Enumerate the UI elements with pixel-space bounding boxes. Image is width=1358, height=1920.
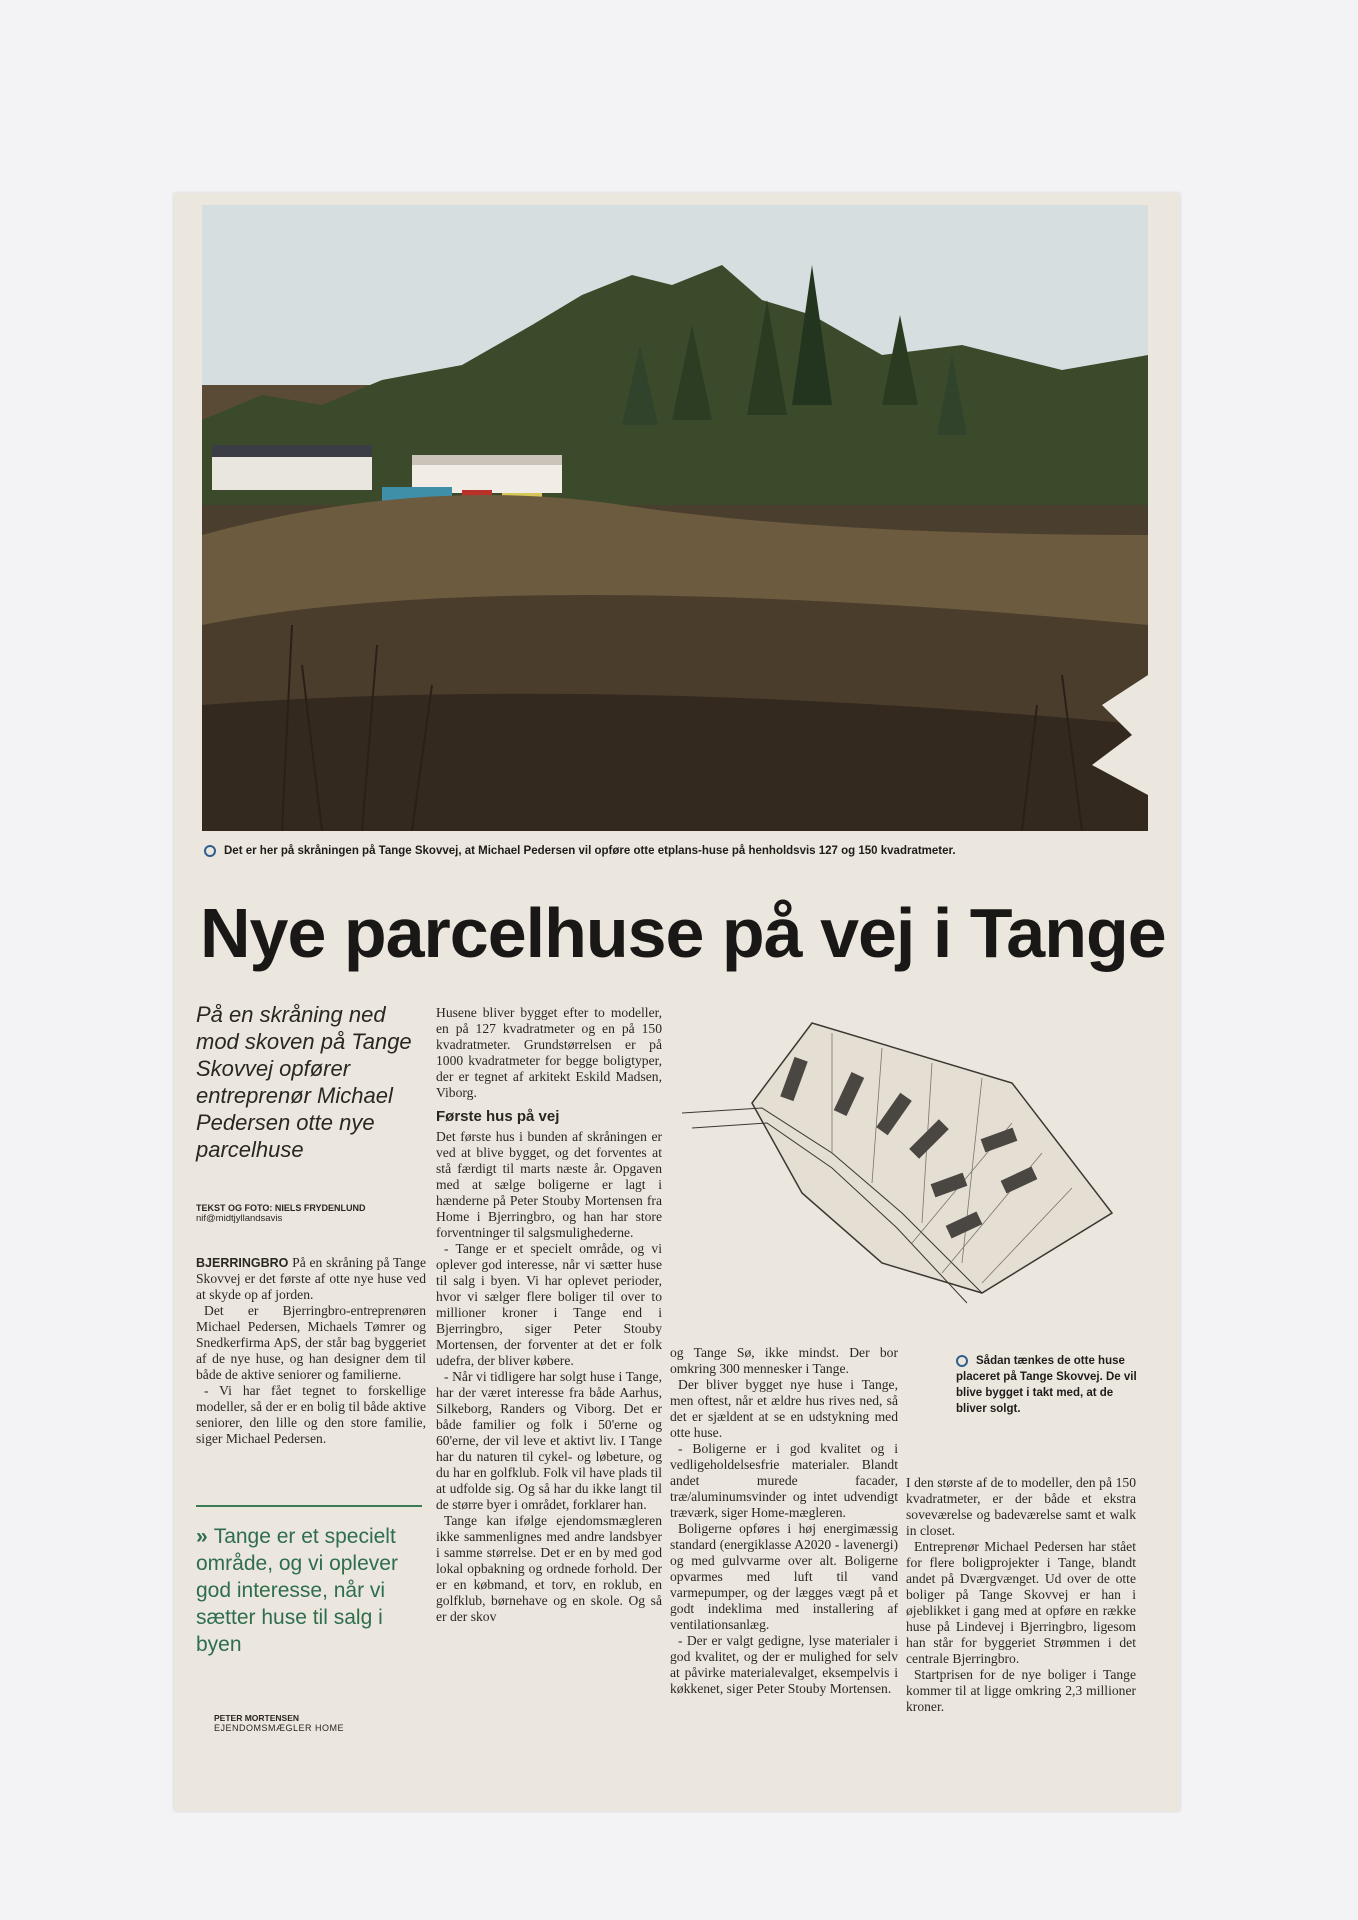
column-3 xyxy=(670,1345,898,1697)
column-4 xyxy=(906,1475,1136,1715)
landscape-photo xyxy=(202,205,1148,831)
col3-paragraph-1: og Tange Sø, ikke mindst. Der bor omkring 300 mennesker i Tange. xyxy=(670,1345,898,1376)
quote-divider xyxy=(196,1505,422,1507)
col3-paragraph-5: - Der er valgt gedigne, lyse materialer i god kvalitet, og der er mulighed for selv at påvirke materialevalget, eksempelvis i køkkenet, siger Peter Stouby Mortensen. xyxy=(670,1633,898,1696)
col4-paragraph-2: Entreprenør Michael Pedersen har stået for flere boligprojekter i Tange, blandt andet på Dværgvænget. Ud over de otte boliger på Tange Skovvej er han i øjeblikket i gang med at opføre en række huse på Lindevej i Bjerringbro, ligesom han står for byggeriet Strømmen i det centrale Bjerringbro. xyxy=(906,1539,1136,1666)
site-plan-drawing xyxy=(682,1013,1142,1313)
col2-paragraph-5: Tange kan ifølge ejendomsmægleren ikke sammenlignes med andre landsbyer i samme størrelse. Det er en by med god lokal opbakning og ordnede forhold. Der er en købmand, et torv, en roklub, en golfklub, børnehave og en skole. Og så er der skov xyxy=(436,1513,662,1624)
article-headline: Nye parcelhuse på vej i Tange xyxy=(200,894,1166,972)
caption-bullet-icon xyxy=(204,845,216,857)
column-2 xyxy=(436,1005,662,1625)
quote-attribution xyxy=(214,1713,344,1733)
col2-paragraph-2: Det første hus i bunden af skråningen er ved at blive bygget, og det forventes at stå færdigt til marts næste år. Opgaven med at sælge boligerne er lagt i hænderne på Peter Stouby Mortensen fra Home i Bjerringbro, og han har store forventninger til salgsmulighederne. xyxy=(436,1129,662,1240)
quote-role: EJENDOMSMÆGLER HOME xyxy=(214,1723,345,1733)
quote-mark-icon: » xyxy=(196,1525,208,1548)
plan-caption-bullet-icon xyxy=(956,1355,968,1367)
subheading: Første hus på vej xyxy=(436,1108,560,1125)
col1-paragraph-1: BJERRINGBRO På en skråning på Tange Skovvej er det første af otte nye huse ved at skyde op af jorden. xyxy=(196,1255,426,1302)
plan-caption: Sådan tænkes de otte huse placeret på Tange Skovvej. De vil blive bygget i takt med, at de bliver solgt. xyxy=(956,1355,1137,1415)
col1-paragraph-3: - Vi har fået tegnet to forskellige modeller, så der er en bolig til både aktive seniorer, den lille og den store familie, siger Michael Pedersen. xyxy=(196,1383,426,1446)
col3-paragraph-3: - Boligerne er i god kvalitet og i vedligeholdelsesfrie materialer. Blandt andet murede facader, træ/aluminumsvinder og intet udvendigt træværk, siger Home-mægleren. xyxy=(670,1441,898,1520)
col2-paragraph-1: Husene bliver bygget efter to modeller, en på 127 kvadratmeter og en på 150 kvadratmeter. Grundstørrelsen er på 1000 kvadratmeter for begge boligtyper, der er tegnet af arkitekt Eskild Madsen, Viborg. xyxy=(436,1005,662,1100)
newspaper-clipping xyxy=(174,193,1180,1811)
column-1 xyxy=(196,1255,426,1447)
col2-paragraph-4: - Når vi tidligere har solgt huse i Tange, har der været interesse fra både Aarhus, Silkeborg, Randers og Viborg. Det er både familier og folk i 50'erne og 60'erne, der vil leve et aktivt liv. I Tange har du naturen til cykel- og løbeture, og du har en golfklub. Folk vil have plads til at udfolde sig. Og så har du ikke langt til de større byer i området, forklarer han. xyxy=(436,1369,662,1512)
col2-paragraph-3: - Tange er et specielt område, og vi oplever god interesse, når vi sætter huse til salg i byen. Vi har oplevet perioder, hvor vi sælger flere boliger til over to millioner kroner i Tange end i Bjerringbro, siger Peter Stouby Mortensen, der forventer at det er folk udefra, der bliver købere. xyxy=(436,1241,662,1368)
article-lead: På en skråning ned mod skoven på Tange Skovvej opfører entreprenør Michael Pedersen otte nye parcelhuse xyxy=(196,1002,412,1162)
byline xyxy=(196,1203,426,1224)
photo-illustration xyxy=(202,205,1148,831)
byline-credit: TEKST OG FOTO: NIELS FRYDENLUND xyxy=(196,1203,366,1213)
col3-paragraph-2: Der bliver bygget nye huse i Tange, men oftest, når et ældre hus rives ned, så det er sjældent at se en udstykning med otte huse. xyxy=(670,1377,898,1440)
pull-quote: » Tange er et specielt område, og vi oplever god interesse, når vi sætter huse til salg i byen xyxy=(196,1525,398,1656)
col4-paragraph-1: I den største af de to modeller, den på 150 kvadratmeter, er der både et ekstra soveværelse og badeværelse samt et walk in closet. xyxy=(906,1475,1136,1538)
col1-paragraph-2: Det er Bjerringbro-entreprenøren Michael Pedersen, Michaels Tømrer og Snedkerfirma ApS, der står bag byggeriet af de nye huse, og han designer dem til både de aktive seniorer og familierne. xyxy=(196,1303,426,1382)
site-plan-svg xyxy=(682,1013,1142,1313)
quote-name: PETER MORTENSEN xyxy=(214,1713,300,1723)
col3-paragraph-4: Boligerne opføres i høj energimæssig standard (energiklasse A2020 - lavenergi) og med gulvvarme over alt. Boligerne opvarmes med luft til vand varmepumper, og der lægges vægt på et godt indeklima med installering af ventilationsanlæg. xyxy=(670,1521,898,1632)
photo-caption: Det er her på skråningen på Tange Skovvej, at Michael Pedersen vil opføre otte etplans-huse på henholdsvis 127 og 150 kvadratmeter. xyxy=(204,845,1144,857)
col4-paragraph-3: Startprisen for de nye boliger i Tange kommer til at ligge omkring 2,3 millioner kroner. xyxy=(906,1667,1136,1714)
byline-email: nif@midtjyllandsavis xyxy=(196,1213,283,1224)
